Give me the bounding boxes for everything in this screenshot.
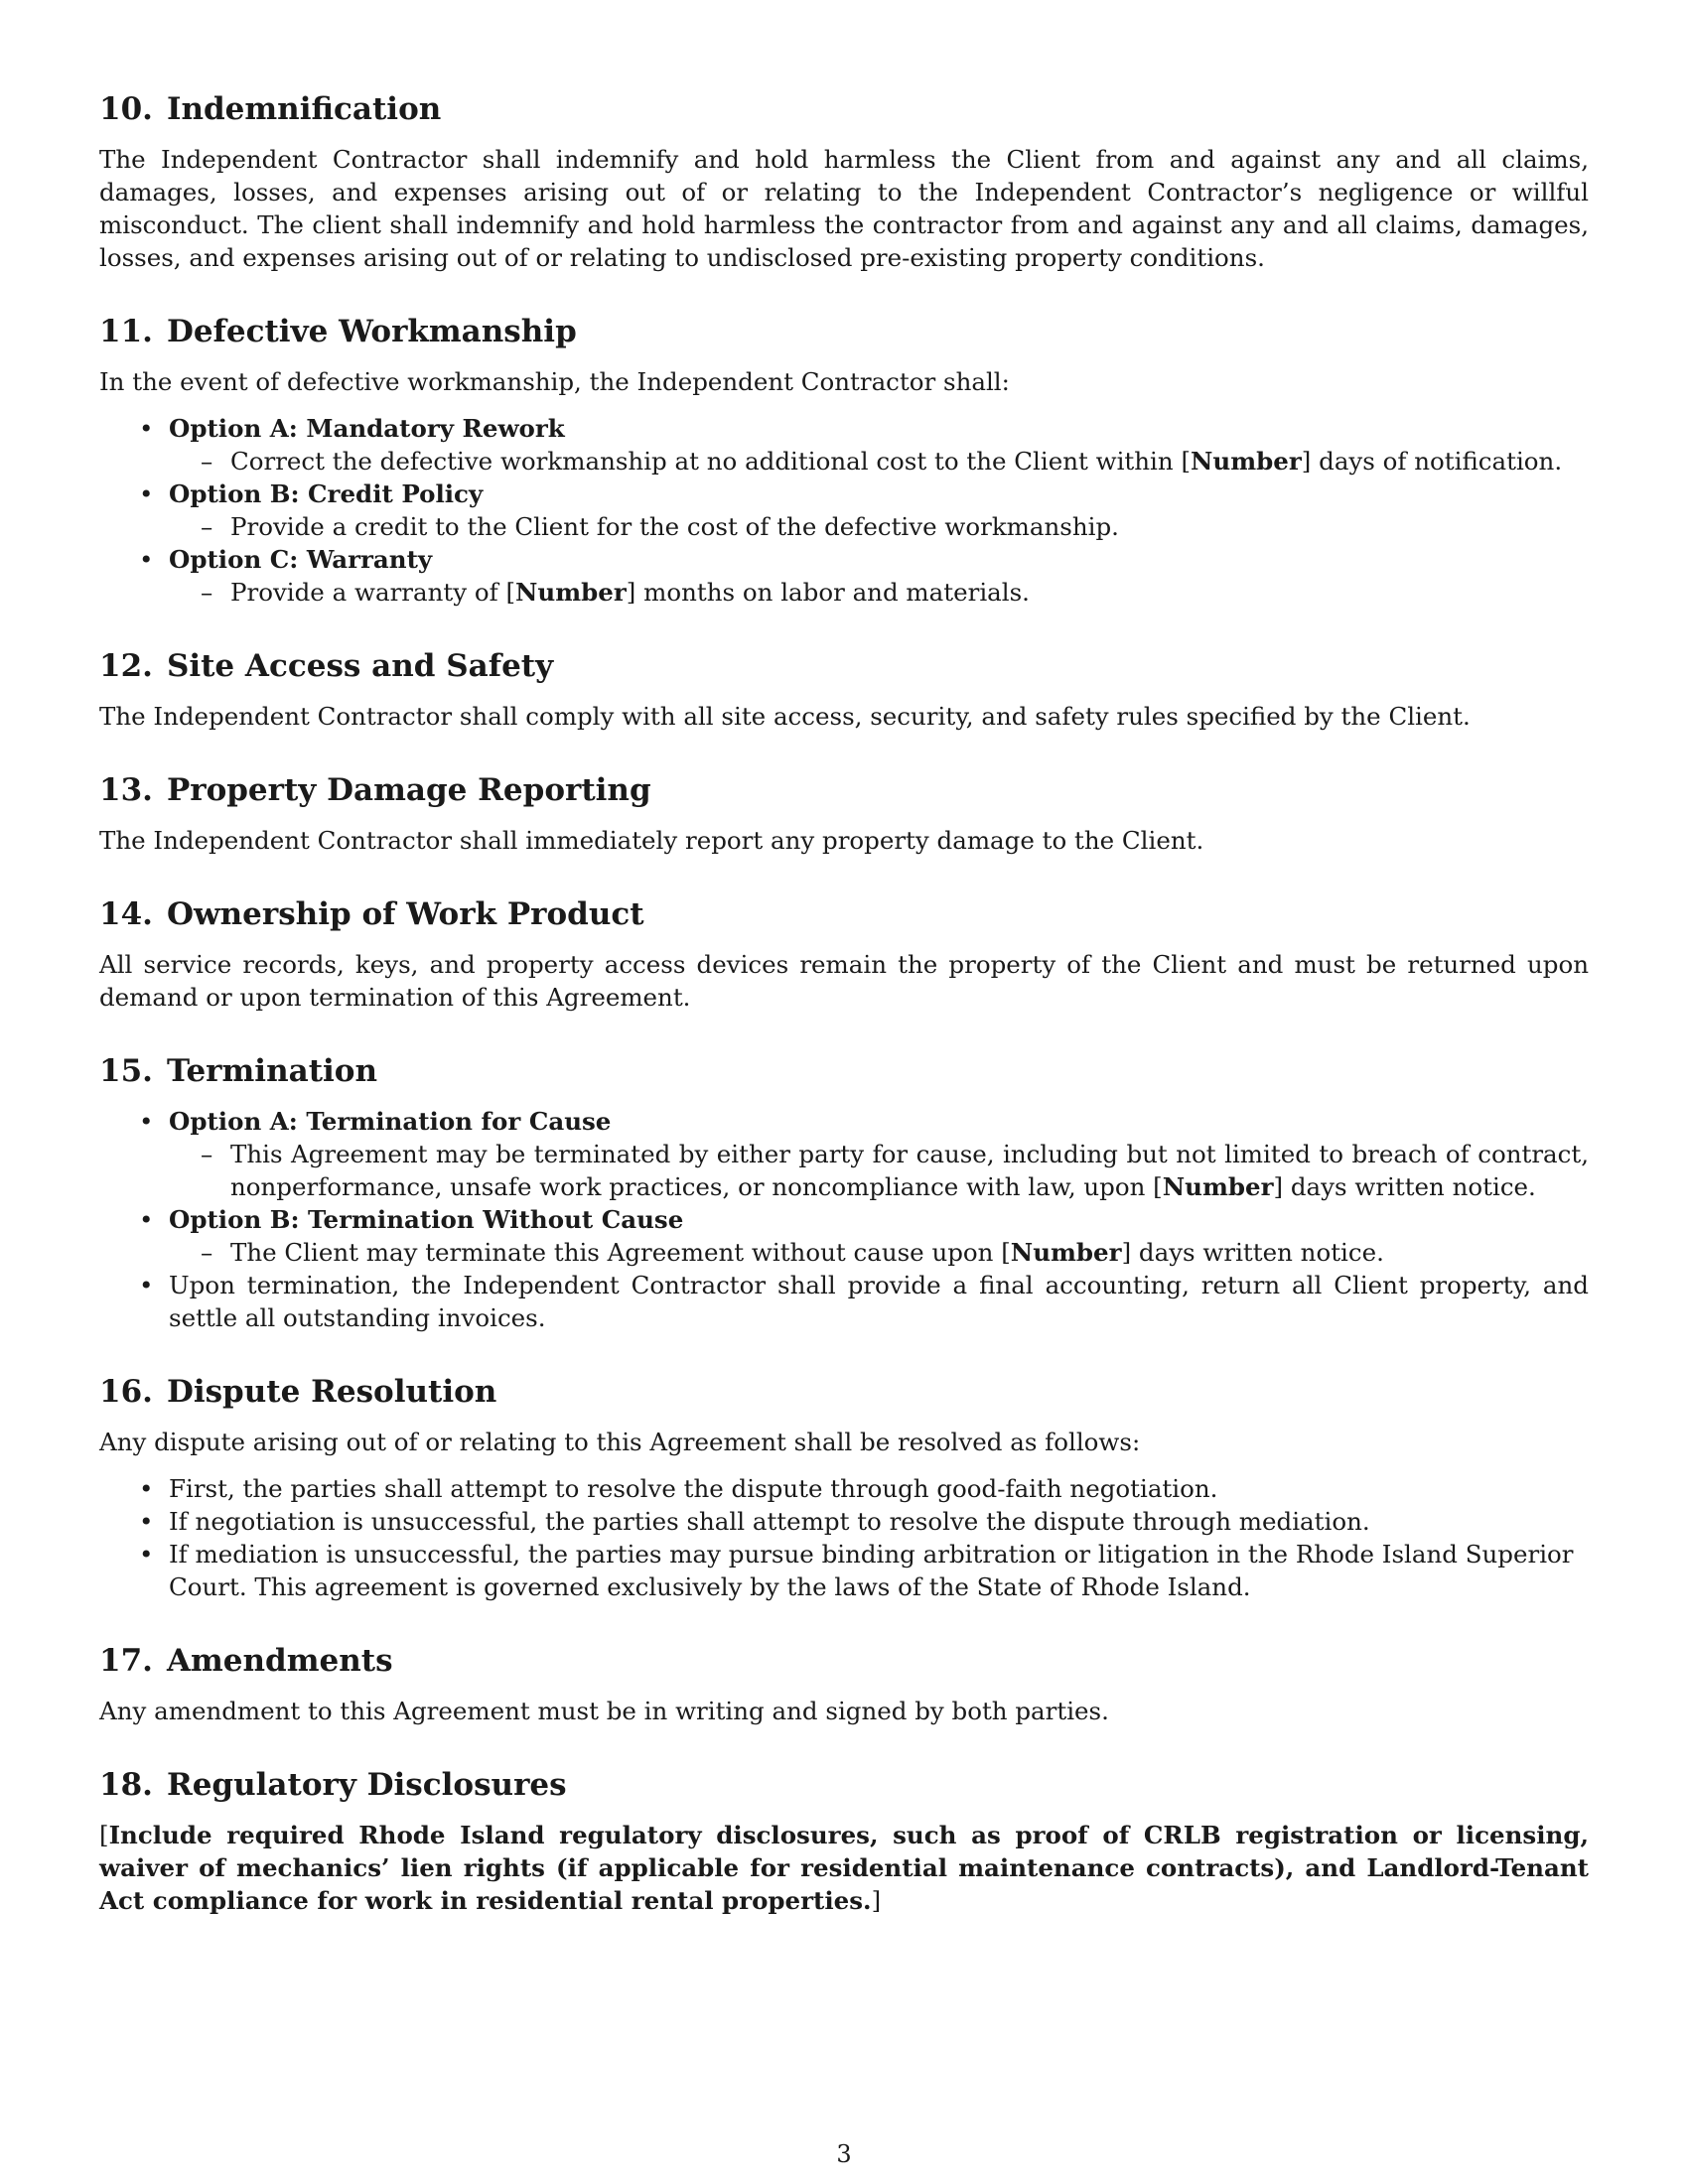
- section-body: Any amendment to this Agreement must be in writing and signed by both parties.: [99, 1697, 1109, 1725]
- section-heading: [99, 894, 1589, 934]
- section-title: Termination: [166, 1053, 378, 1089]
- text-run: The Client may terminate this Agreement without cause upon [: [230, 1238, 1011, 1267]
- list-item: [99, 1105, 1589, 1203]
- section-indemnification: [99, 89, 1589, 274]
- bracket-open: [: [99, 1821, 109, 1849]
- section-heading: [99, 1051, 1589, 1091]
- section-body: The Independent Contractor shall indemnify and hold harmless the Client from and against any and all claims, damages, losses, and expenses arising out of or relating to the Independent Contractor’s negligence or willful misconduct. The client shall indemnify and hold harmless the contractor from and against any and all claims, damages, losses, and expenses arising out of or relating to undisclosed pre-existing property conditions.: [99, 145, 1589, 272]
- dispute-steps-list: [99, 1472, 1589, 1603]
- section-number: 12.: [99, 648, 153, 684]
- sub-list: [169, 510, 1589, 543]
- list-item: [99, 412, 1589, 478]
- disclosure-text: Include required Rhode Island regulatory disclosures, such as proof of CRLB registration or licensing, waiver of mechanics’ lien rights (if applicable for residential maintenance contracts), and Landlord-Tenant Act compliance for work in residential rental properties.: [99, 1821, 1589, 1915]
- list-item: [99, 1203, 1589, 1269]
- section-title: Ownership of Work Product: [166, 896, 644, 932]
- section-number: 16.: [99, 1374, 153, 1410]
- sub-list-item: [169, 576, 1589, 609]
- section-heading: [99, 1641, 1589, 1681]
- sub-list-item: [169, 1138, 1589, 1203]
- option-list: [99, 412, 1589, 609]
- section-number: 13.: [99, 772, 153, 808]
- list-item: [99, 543, 1589, 609]
- section-body: All service records, keys, and property access devices remain the property of the Client and must be returned upon demand or upon termination of this Agreement.: [99, 950, 1589, 1012]
- section-title: Site Access and Safety: [166, 648, 554, 684]
- section-title: Amendments: [166, 1643, 393, 1679]
- text-run: ] months on labor and materials.: [626, 578, 1030, 607]
- list-item: • Upon termination, the Independent Contractor shall provide a final accounting, return all Client property, and settle all outstanding invoices.: [99, 1269, 1589, 1334]
- sub-list: [169, 1236, 1589, 1269]
- section-number: 17.: [99, 1643, 153, 1679]
- placeholder-number: Number: [515, 578, 627, 607]
- list-item: • If mediation is unsuccessful, the parties may pursue binding arbitration or litigation in the Rhode Island Superior Court. This agreement is governed exclusively by the laws of the State of Rhode Island.: [99, 1538, 1589, 1603]
- section-number: 10.: [99, 91, 153, 127]
- section-title: Defective Workmanship: [166, 314, 577, 349]
- section-ownership: [99, 894, 1589, 1014]
- list-item: • First, the parties shall attempt to resolve the dispute through good-faith negotiation.: [99, 1472, 1589, 1505]
- section-property-damage: [99, 770, 1589, 857]
- section-intro: In the event of defective workmanship, the Independent Contractor shall:: [99, 367, 1010, 396]
- section-title: Dispute Resolution: [166, 1374, 497, 1410]
- section-number: 11.: [99, 314, 153, 349]
- option-title: Option B: Credit Policy: [169, 479, 484, 508]
- text-run: ] days written notice.: [1121, 1238, 1384, 1267]
- bracket-close: ]: [871, 1886, 882, 1915]
- section-title: Indemnification: [166, 91, 442, 127]
- text-run: ] days of notification.: [1301, 447, 1563, 476]
- placeholder-number: Number: [1162, 1172, 1274, 1201]
- section-heading: [99, 1765, 1589, 1805]
- section-defective-workmanship: [99, 312, 1589, 609]
- sub-list-item: [169, 1236, 1589, 1269]
- section-heading: [99, 1372, 1589, 1412]
- section-termination: [99, 1051, 1589, 1334]
- option-title: Option C: Warranty: [169, 545, 433, 574]
- section-heading: [99, 646, 1589, 686]
- list-item: • If negotiation is unsuccessful, the parties shall attempt to resolve the dispute through mediation.: [99, 1505, 1589, 1538]
- page-number: 3: [836, 2140, 852, 2168]
- sub-list: [169, 445, 1589, 478]
- section-number: 14.: [99, 896, 153, 932]
- section-regulatory-disclosures: [99, 1765, 1589, 1917]
- section-site-access: [99, 646, 1589, 733]
- section-heading: [99, 770, 1589, 810]
- section-intro: Any dispute arising out of or relating to this Agreement shall be resolved as follows:: [99, 1428, 1141, 1456]
- option-title: Option B: Termination Without Cause: [169, 1205, 684, 1234]
- section-heading: [99, 89, 1589, 129]
- sub-list-item: [169, 445, 1589, 478]
- disclosure-placeholder: [99, 1819, 1589, 1917]
- section-title: Regulatory Disclosures: [166, 1767, 567, 1803]
- section-title: Property Damage Reporting: [166, 772, 651, 808]
- option-list: [99, 1105, 1589, 1334]
- sub-list: [169, 1138, 1589, 1203]
- document-page: [99, 89, 1589, 1955]
- text-run: Provide a warranty of [: [230, 578, 516, 607]
- list-item: [99, 478, 1589, 543]
- section-body: The Independent Contractor shall immediately report any property damage to the Client.: [99, 826, 1204, 855]
- section-number: 15.: [99, 1053, 153, 1089]
- text-run: Correct the defective workmanship at no additional cost to the Client within [: [230, 447, 1192, 476]
- section-number: 18.: [99, 1767, 153, 1803]
- option-title: Option A: Termination for Cause: [169, 1107, 612, 1136]
- section-heading: [99, 312, 1589, 351]
- option-title: Option A: Mandatory Rework: [169, 414, 565, 443]
- section-dispute-resolution: [99, 1372, 1589, 1603]
- section-amendments: [99, 1641, 1589, 1727]
- placeholder-number: Number: [1191, 447, 1302, 476]
- text-run: ] days written notice.: [1273, 1172, 1536, 1201]
- placeholder-number: Number: [1010, 1238, 1122, 1267]
- sub-list-item: – Provide a credit to the Client for the cost of the defective workmanship.: [169, 510, 1589, 543]
- text-run: This Agreement may be terminated by either party for cause, including but not limited to breach of contract, nonperformance, unsafe work practices, or noncompliance with law, upon [: [230, 1140, 1589, 1201]
- section-body: The Independent Contractor shall comply with all site access, security, and safety rules specified by the Client.: [99, 702, 1471, 731]
- sub-list: [169, 576, 1589, 609]
